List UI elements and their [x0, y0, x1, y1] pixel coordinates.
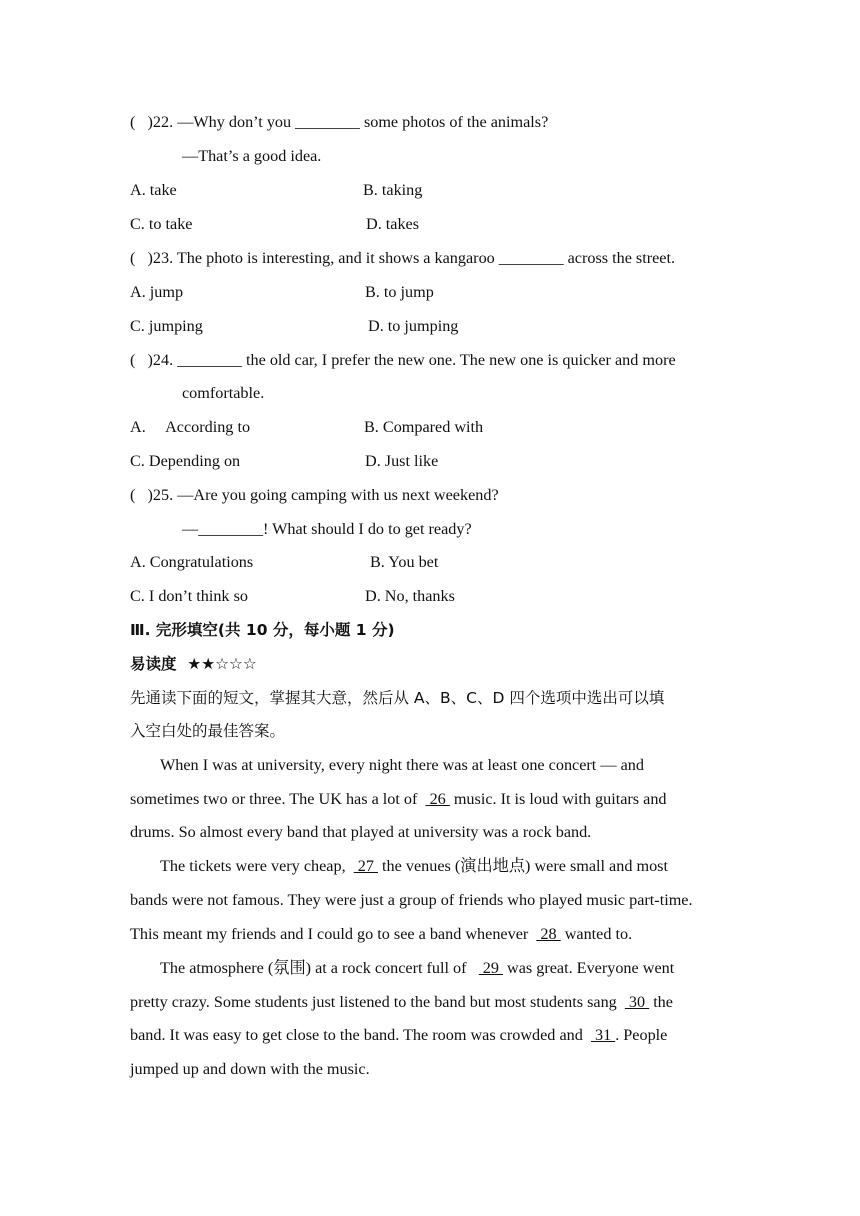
- text-segment: wanted to.: [560, 925, 633, 943]
- passage-p2-line2: bands were not famous. They were just a group of friends who played music part-time.: [130, 891, 693, 909]
- text-segment: . People: [615, 1026, 668, 1044]
- question-24-option-c: C. Depending on: [130, 452, 241, 470]
- passage-p2-line1: [160, 856, 668, 876]
- question-25-reply: —________! What should I do to get ready?: [182, 520, 472, 538]
- question-23-option-c: C. jumping: [130, 317, 203, 335]
- question-23-stem: ( )23. The photo is interesting, and it shows a kangaroo ________ across the street.: [130, 249, 676, 267]
- blank-31: 31: [590, 1026, 616, 1044]
- question-25-option-b: B. You bet: [370, 553, 439, 571]
- passage-p1-line1: When I was at university, every night there was at least one concert — and: [160, 756, 644, 774]
- blank-28: 28: [536, 925, 561, 943]
- section-heading: Ⅲ. 完形填空(共 10 分，每小题 1 分): [130, 621, 395, 639]
- passage-p3-line3: [130, 1025, 667, 1045]
- passage-p3-line4: jumped up and down with the music.: [130, 1060, 370, 1078]
- text-segment: music. It is loud with guitars and: [449, 790, 667, 808]
- text-segment: The atmosphere (氛围) at a rock concert full of: [160, 959, 479, 977]
- blank-29: 29: [478, 959, 503, 977]
- question-22-option-c: C. to take: [130, 215, 193, 233]
- passage-p3-line1: [160, 958, 674, 978]
- instruction-line-1: 先通读下面的短文，掌握其大意，然后从 A、B、C、D 四个选项中选出可以填: [130, 689, 665, 707]
- question-23-option-b: B. to jump: [365, 283, 434, 301]
- passage-p1-line3: drums. So almost every band that played at university was a rock band.: [130, 823, 592, 841]
- passage-p2-line3: [130, 924, 632, 944]
- blank-30: 30: [624, 993, 650, 1011]
- question-23-option-d: D. to jumping: [368, 317, 459, 335]
- text-segment: the: [649, 993, 673, 1011]
- question-22-stem: ( )22. —Why don’t you ________ some photos of the animals?: [130, 113, 549, 131]
- text-segment: This meant my friends and I could go to see a band whenever: [130, 925, 537, 943]
- question-22-option-a: A. take: [130, 181, 177, 199]
- question-23-option-a: A. jump: [130, 283, 184, 301]
- difficulty-rating: 易读度 ★★☆☆☆: [130, 655, 257, 673]
- text-segment: The tickets were very cheap,: [160, 857, 354, 875]
- question-25-option-c: C. I don’t think so: [130, 587, 248, 605]
- question-24-stem-continued: comfortable.: [182, 384, 265, 402]
- text-segment: the venues (演出地点) were small and most: [378, 857, 668, 875]
- text-segment: sometimes two or three. The UK has a lot of: [130, 790, 426, 808]
- text-segment: band. It was easy to get close to the band. The room was crowded and: [130, 1026, 591, 1044]
- blank-27: 27: [353, 857, 378, 875]
- question-24-option-b: B. Compared with: [364, 418, 484, 436]
- passage-p1-line2: [130, 789, 667, 809]
- question-22-option-d: D. takes: [366, 215, 420, 233]
- question-25-option-d: D. No, thanks: [365, 587, 455, 605]
- question-22-option-b: B. taking: [363, 181, 423, 199]
- question-24-option-d: D. Just like: [365, 452, 439, 470]
- question-24-option-a: A. According to: [130, 418, 251, 436]
- question-25-stem: ( )25. —Are you going camping with us next weekend?: [130, 486, 499, 504]
- instruction-line-2: 入空白处的最佳答案。: [130, 722, 286, 740]
- question-24-stem: ( )24. ________ the old car, I prefer the new one. The new one is quicker and more: [130, 351, 676, 369]
- passage-p3-line2: [130, 992, 673, 1012]
- text-segment: pretty crazy. Some students just listened to the band but most students sang: [130, 993, 625, 1011]
- question-25-option-a: A. Congratulations: [130, 553, 254, 571]
- text-segment: was great. Everyone went: [502, 959, 675, 977]
- blank-26: 26: [425, 790, 450, 808]
- question-22-reply: —That’s a good idea.: [182, 147, 322, 165]
